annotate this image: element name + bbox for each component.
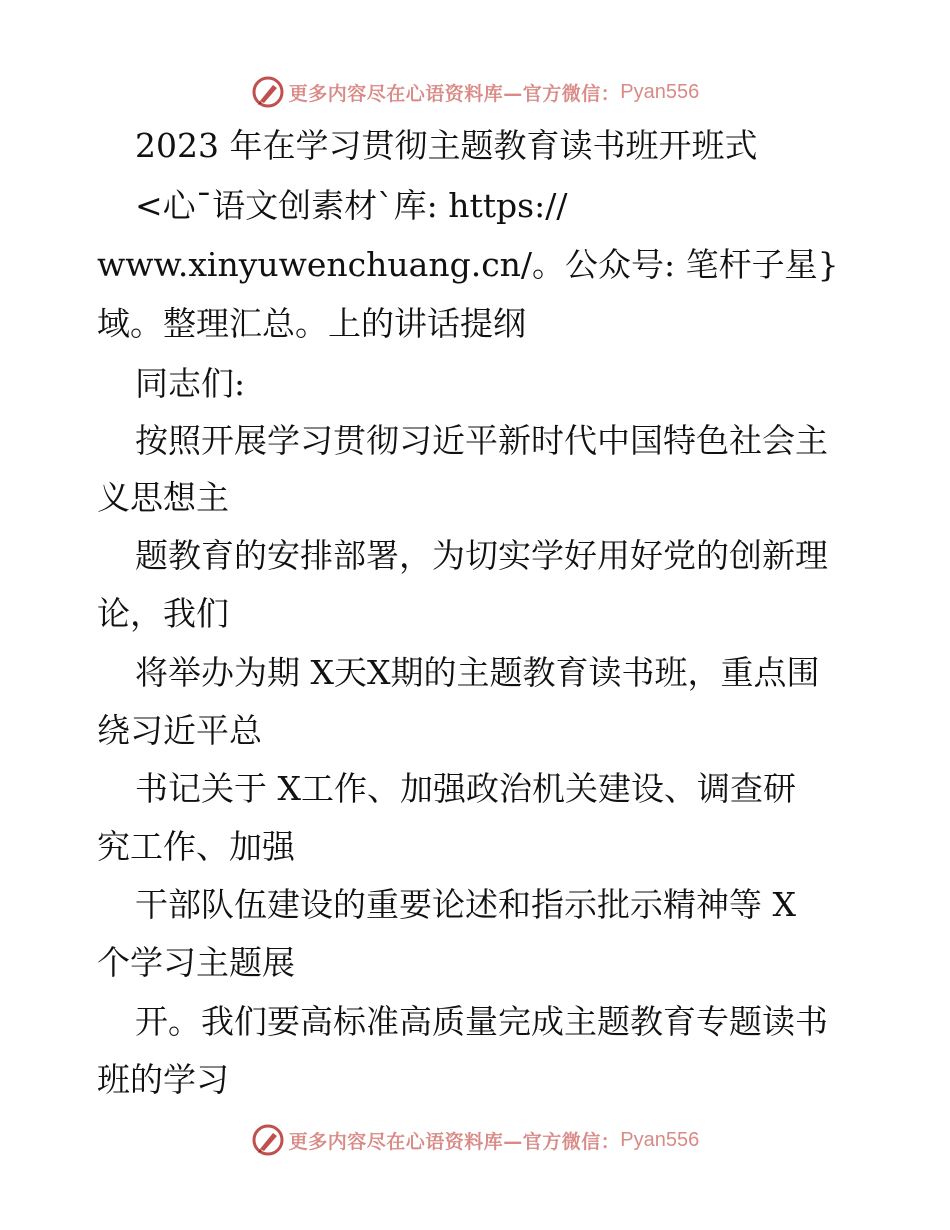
title-line-2: <心¯语文创素材`库: https:// (135, 186, 568, 225)
paragraph-line: 开。我们要高标准高质量完成主题教育专题读书 (135, 1002, 828, 1041)
title-line-4: 域。整理汇总。上的讲话提纲 (97, 304, 526, 343)
banner-text: 更多内容尽在心语资料库—官方微信： (288, 82, 621, 105)
banner-wechat-id: Pyan556 (620, 80, 700, 103)
banner-text: 更多内容尽在心语资料库—官方微信： (288, 1130, 621, 1153)
paragraph-line: 书记关于 X工作、加强政治机关建设、调查研 (135, 769, 796, 808)
paragraph-line: 干部队伍建设的重要论述和指示批示精神等 X (135, 885, 796, 924)
footer-banner (0, 1120, 950, 1160)
banner-wechat-id: Pyan556 (620, 1128, 700, 1151)
paragraph-line: 绕习近平总 (97, 711, 262, 750)
paragraph-line: 班的学习 (97, 1060, 229, 1099)
title-line-1: 2023 年在学习贯彻主题教育读书班开班式 (135, 126, 758, 165)
paragraph-line: 题教育的安排部署，为切实学好用好党的创新理 (135, 536, 828, 575)
pen-circle-logo-icon (251, 75, 285, 109)
title-line-3: www.xinyuwenchuang.cn/。公众号: 笔杆子星} (97, 245, 839, 284)
paragraph-line: 按照开展学习贯彻习近平新时代中国特色社会主 (135, 421, 828, 460)
salutation: 同志们: (135, 364, 246, 403)
paragraph-line: 将举办为期 X天X期的主题教育读书班，重点围 (135, 653, 820, 692)
pen-circle-logo-icon (251, 1123, 285, 1157)
paragraph-line: 究工作、加强 (97, 827, 295, 866)
header-banner (0, 72, 950, 112)
paragraph-line: 义思想主 (97, 478, 229, 517)
paragraph-line: 个学习主题展 (97, 943, 295, 982)
paragraph-line: 论，我们 (97, 594, 229, 633)
